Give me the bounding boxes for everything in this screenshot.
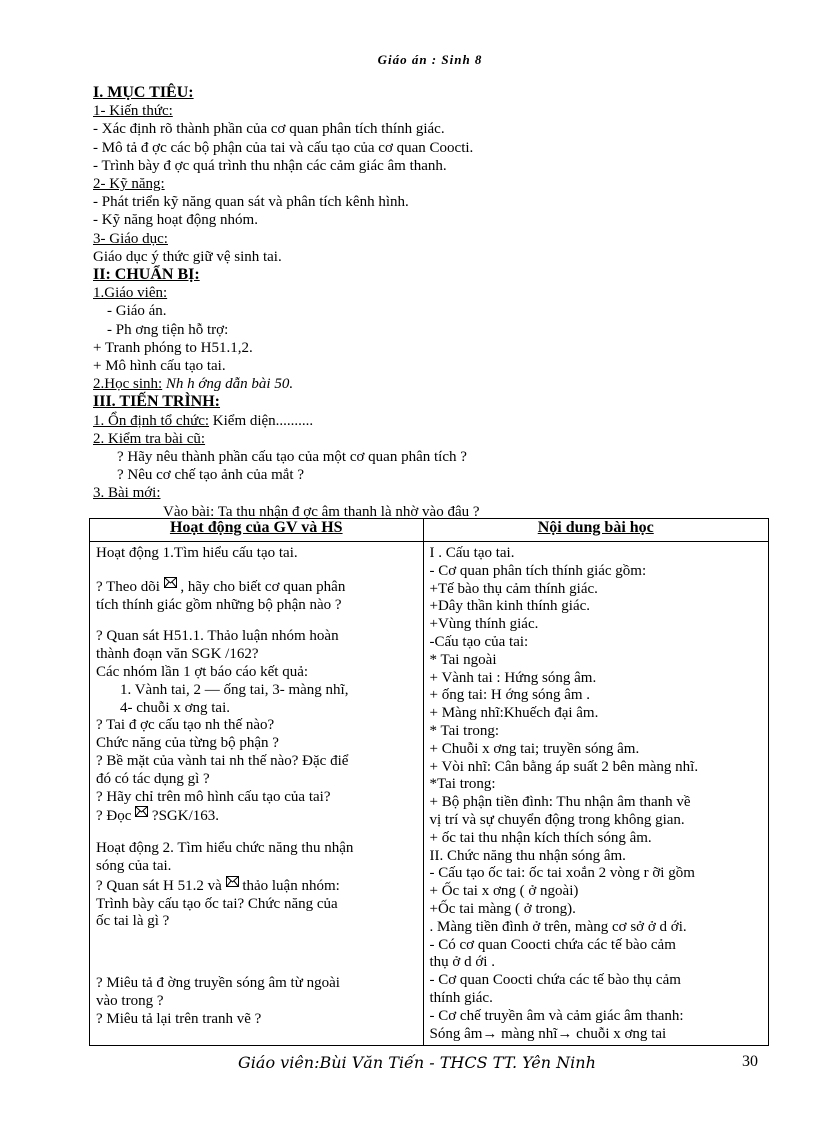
subheading-new-lesson: 3. Bài mới: [93, 485, 161, 502]
text-line: ? Theo dõi , hãy cho biết cơ quan phân [96, 578, 346, 595]
text-line: ? Quan sát H 51.2 và thảo luận nhóm: [96, 877, 340, 894]
content-line: * Tai ngoài [429, 651, 497, 668]
text-line: ? Miêu tả đ ờng truyền sóng âm từ ngoài [96, 975, 340, 992]
text-line: ? Miêu tả lại trên tranh vẽ ? [96, 1010, 262, 1027]
content-line: . Màng tiền đình ở trên, màng cơ sở ở d ới. [429, 918, 687, 935]
content-line: vị trí và sự chuyển động trong không gian. [429, 811, 685, 828]
content-line: +Vùng thính giác. [429, 616, 539, 633]
column-header-content: Nội dung bài học [423, 519, 769, 542]
activity-2-title: Hoạt động 2. Tìm hiểu chức năng thu nhận [96, 840, 354, 857]
text-line: Các nhóm lần 1 ợt báo cáo kết quả: [96, 663, 309, 680]
text-line: ? Tai đ ợc cấu tạo nh thế nào? [96, 717, 275, 734]
text-line: + Mô hình cấu tạo tai. [93, 358, 226, 375]
section-heading-preparation: II: CHUẨN BỊ: [93, 266, 200, 284]
arrow-right-icon: → [557, 1025, 573, 1042]
content-line: + Màng nhĩ:Khuếch đại âm. [429, 705, 599, 722]
text-line: ? Bề mặt của vành tai nh thế nào? Đặc điể [96, 752, 349, 769]
content-line: - Cơ quan phân tích thính giác gồm: [429, 562, 647, 579]
subheading-student: 2.Học sinh: [93, 376, 163, 393]
question-line: ? Hãy nêu thành phần cấu tạo của một cơ quan phân tích ? [117, 449, 467, 466]
page-number: 30 [742, 1053, 758, 1070]
envelope-icon [226, 876, 239, 887]
content-line: +Ốc tai màng ( ở trong). [429, 900, 576, 917]
text-line: - Phát triển kỹ năng quan sát và phân tích kênh hình. [93, 194, 409, 211]
text-line: thành đoạn văn SGK /162? [96, 646, 259, 663]
lesson-intro [93, 84, 773, 521]
content-line: - Cấu tạo ốc tai: ốc tai xoắn 2 vòng r ỡi gồm [429, 865, 695, 882]
text-line: Trình bày cấu tạo ốc tai? Chức năng của [96, 895, 338, 912]
section-heading-procedure: III. TIẾN TRÌNH: [93, 393, 221, 411]
column-header-activities: Hoạt động của GV và HS [90, 519, 424, 542]
footer-author: Giáo viên:Bùi Văn Tiến - THCS TT. Yên Ninh [238, 1053, 596, 1072]
subheading-skills: 2- Kỹ năng: [93, 176, 165, 193]
activities-cell [90, 542, 424, 1046]
text-line: tích thính giác gồm những bộ phận nào ? [96, 596, 342, 613]
content-line: * Tai trong: [429, 722, 499, 739]
content-line: thính giác. [429, 989, 493, 1006]
content-line: +Tế bào thụ cảm thính giác. [429, 580, 598, 597]
text-line: ? Quan sát H51.1. Thảo luận nhóm hoàn [96, 628, 339, 645]
content-line: + Vành tai : Hứng sóng âm. [429, 669, 597, 686]
content-line: - Cơ quan Coocti chứa các tế bào thụ cảm [429, 972, 681, 989]
text-line: ? Hãy chỉ trên mô hình cấu tạo của tai? [96, 788, 331, 805]
subheading-teacher: 1.Giáo viên: [93, 285, 168, 302]
text-line: sóng của tai. [96, 857, 172, 874]
text-line: 4- chuỗi x ơng tai. [120, 699, 230, 716]
text-line: - Ph ơng tiện hỗ trợ: [107, 321, 229, 338]
content-line: - Có cơ quan Coocti chứa các tế bào cảm [429, 936, 676, 953]
text-line: đó có tác dụng gì ? [96, 770, 210, 787]
text-line: 1. Vành tai, 2 — ống tai, 3- màng nhĩ, [120, 681, 349, 698]
text-line: - Trình bày đ ợc quá trình thu nhận các cảm giác âm thanh. [93, 157, 447, 174]
content-line: + ốc tai thu nhận kích thích sóng âm. [429, 829, 652, 846]
intro-question: Vào bài: Ta thu nhận đ ợc âm thanh là nhờ vào đâu ? [163, 503, 480, 520]
subheading-check: 2. Kiểm tra bài cũ: [93, 430, 206, 447]
subheading-organization: 1. Ổn định tổ chức: [93, 412, 210, 429]
content-cell [423, 542, 769, 1046]
content-line: + Vòi nhĩ: Cân bằng áp suất 2 bên màng nhĩ. [429, 758, 699, 775]
content-line: I . Cấu tạo tai. [429, 545, 515, 561]
section-heading-objectives: I. MỤC TIÊU: [93, 84, 194, 101]
content-line: + Chuỗi x ơng tai; truyền sóng âm. [429, 740, 640, 757]
text-line: - Xác định rõ thành phần của cơ quan phân tích thính giác. [93, 121, 445, 138]
header-title: Giáo án : Sinh 8 [377, 52, 483, 66]
text-line: - Mô tả đ ợc các bộ phận của tai và cấu tạo của cơ quan Coocti. [93, 139, 474, 156]
text-line: - Kỹ năng hoạt động nhóm. [93, 212, 258, 229]
student-line [93, 375, 773, 393]
text-line: Chức năng của từng bộ phận ? [96, 735, 279, 752]
text-line: Giáo dục ý thức giữ vệ sinh tai. [93, 248, 282, 265]
activity-1-title: Hoạt động 1.Tìm hiểu cấu tạo tai. [96, 545, 298, 561]
text-line: vào trong ? [96, 992, 164, 1009]
arrow-right-icon: → [482, 1025, 498, 1042]
org-line [93, 412, 773, 430]
lesson-table [89, 518, 769, 1046]
text-line: - Giáo án. [107, 303, 167, 320]
content-line: -Cấu tạo của tai: [429, 633, 529, 650]
question-line: ? Nêu cơ chế tạo ảnh của mắt ? [117, 467, 305, 484]
content-line: + Ốc tai x ơng ( ở ngoài) [429, 883, 579, 900]
student-task: Nh h ớng dẫn bài 50. [162, 376, 294, 393]
content-line: +Dây thần kinh thính giác. [429, 598, 591, 615]
sound-path-line: Sóng âm→ màng nhĩ→ chuỗi x ơng tai [429, 1025, 667, 1042]
content-line: thụ ở d ới . [429, 954, 495, 971]
org-text: Kiểm diện.......... [209, 412, 314, 429]
content-line: + ống tai: H ớng sóng âm . [429, 687, 591, 704]
text-line: ? Đọc ?SGK/163. [96, 808, 219, 825]
envelope-icon [164, 577, 177, 588]
table-header-row [90, 519, 769, 542]
envelope-icon [135, 806, 148, 817]
subheading-knowledge: 1- Kiến thức: [93, 103, 173, 120]
content-line: - Cơ chế truyền âm và cảm giác âm thanh: [429, 1007, 684, 1024]
text-line: + Tranh phóng to H51.1,2. [93, 339, 253, 356]
table-row [90, 542, 769, 1046]
subheading-education: 3- Giáo dục: [93, 230, 168, 247]
content-line: II. Chức năng thu nhận sóng âm. [429, 847, 626, 864]
text-line: ốc tai là gì ? [96, 913, 170, 930]
content-line: + Bộ phận tiền đình: Thu nhận âm thanh về [429, 794, 691, 811]
content-line: *Tai trong: [429, 776, 496, 793]
